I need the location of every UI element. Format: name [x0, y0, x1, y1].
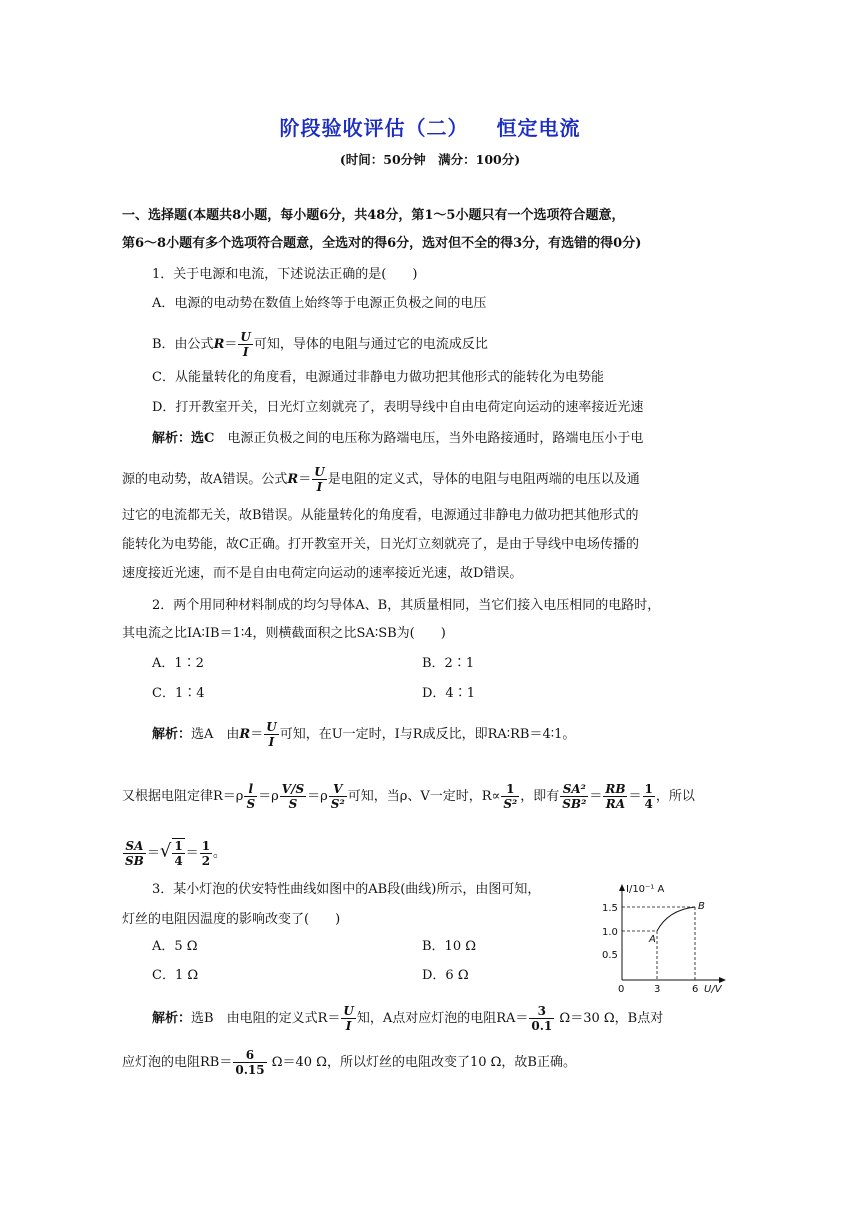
q2-sol2-mid6: ＝	[628, 789, 642, 804]
page-title	[0, 112, 860, 141]
q2-sol3-f1	[123, 839, 146, 868]
sqrt-icon: √	[159, 840, 172, 862]
q3-option-a: A．5 Ω	[152, 939, 198, 954]
y-axis-arrow-icon	[619, 884, 625, 891]
q3-solution-2	[122, 1048, 576, 1077]
q1-stem: 1．关于电源和电流，下述说法正确的是( )	[152, 267, 418, 282]
q1-b-num: U	[240, 330, 251, 344]
q2-sol3-end: 。	[213, 845, 227, 861]
q2-sol2-f7-num: 1	[644, 782, 653, 796]
x-tick-2: 3	[654, 984, 661, 995]
q2-sol2-f1-den: S	[246, 797, 256, 811]
q3-option-b: B．10 Ω	[422, 939, 477, 954]
y-axis-label: I/10⁻¹ A	[626, 884, 665, 895]
q1-solution-4: 能转化为电势能，故C正确。打开教室开关，日光灯立刻就亮了，是由于导线中电场传播的	[122, 537, 639, 552]
q2-sol1-den: I	[268, 735, 275, 749]
q2-sol2-f1-num: l	[244, 782, 257, 797]
q3-sol1-mid: 知，A点对应灯泡的电阻RA＝	[356, 1011, 529, 1026]
q2-sol2-pre: 又根据电阻定律R＝ρ	[122, 789, 244, 804]
q2-sol1-r: R	[239, 727, 251, 742]
q2-sol2-f7-den: 4	[644, 797, 653, 811]
q2-sol1-eq: ＝	[250, 727, 264, 742]
section-intro-1	[122, 206, 624, 226]
q3-sol2-num: 6	[233, 1048, 266, 1063]
iv-curve-figure	[582, 880, 732, 995]
q3-sol2-post: Ω＝40 Ω，所以灯丝的电阻改变了10 Ω，故B正确。	[267, 1055, 576, 1070]
q3-sol2-pre: 应灯泡的电阻RB＝	[122, 1055, 233, 1070]
q2-sol2-f2-den: S	[288, 797, 298, 811]
q2-sol2-f2-num: V/S	[281, 782, 305, 796]
q2-solution-1	[152, 720, 575, 749]
q1-b-r: R	[213, 337, 225, 352]
q3-sol1-den: I	[345, 1019, 352, 1033]
q2-solution-label: 解析：	[152, 727, 192, 742]
x-axis-label: U/V	[704, 984, 722, 995]
section-heading: 一、选择题	[122, 208, 188, 223]
q1-sol2-den: I	[316, 480, 323, 494]
q2-sol3-eq2: ＝	[185, 845, 199, 861]
q2-sol2-post: ，所以	[655, 789, 695, 804]
x-tick-1: 0	[618, 984, 625, 995]
q2-sol2-mid3: 可知，当ρ、V一定时，R∝	[347, 789, 501, 804]
q3-stem-1: 3．某小灯泡的伏安特性曲线如图中的AB段(曲线)所示，由图可知，	[152, 882, 541, 897]
q2-option-c: C．1∶4	[152, 686, 205, 701]
q2-sol2-f3-den: S²	[330, 797, 345, 811]
q2-sol3-f3	[200, 839, 212, 868]
q3-sol1-f2	[529, 1004, 554, 1033]
q2-sol2-mid5: ＝	[589, 789, 603, 804]
q1-sol2-pre: 源的电动势，故A错误。公式	[122, 472, 288, 487]
q3-stem-2: 灯丝的电阻因温度的影响改变了( )	[122, 912, 341, 927]
q3-solution-label: 解析：	[152, 1011, 192, 1026]
q1-sol2-num: U	[314, 465, 325, 479]
y-tick-2: 1.0	[602, 927, 618, 938]
q2-sol2-f3-num: V	[329, 782, 347, 797]
section-intro-2: 第6～8小题有多个选项符合题意，全选对的得6分，选对但不全的得3分，有选错的得0分)	[122, 236, 642, 251]
point-a-label: A	[649, 934, 656, 945]
q1-solution-3: 过它的电流都无关，故B错误。从能量转化的角度看，电源通过非静电力做功把其他形式的	[122, 508, 639, 523]
q2-sol1-pre: 选A 由	[191, 727, 240, 742]
q1-b-fraction	[238, 330, 252, 359]
x-axis-arrow-icon	[719, 977, 726, 983]
q2-sol2-f6	[603, 782, 627, 811]
q3-option-d: D．6 Ω	[422, 968, 469, 983]
q3-sol1-f2-num: 3	[529, 1004, 554, 1019]
q2-sol2-f5-num: SA²	[560, 782, 588, 797]
q1-option-a: A．电源的电动势在数值上始终等于电源正负极之间的电压	[152, 296, 487, 311]
q1-solution-1	[152, 429, 643, 449]
q1-sol2-fraction	[312, 465, 326, 494]
q1-option-c: C．从能量转化的角度看，电源通过非静电力做功把其他形式的能转化为电势能	[152, 370, 604, 385]
q2-sol2-f6-num: RB	[605, 782, 626, 796]
q2-sol2-f3	[329, 782, 347, 811]
q2-sol2-f7	[643, 782, 655, 811]
exam-meta: (时间：50分钟 满分：100分)	[339, 152, 521, 167]
q1-solution-text-1: 电源正负极之间的电压称为路端电压，当外电路接通时，路端电压小于电	[214, 431, 644, 446]
q2-options-row-1	[152, 654, 204, 674]
q2-stem-1: 2．两个用同种材料制成的均匀导体A、B，其质量相同，当它们接入电压相同的电路时，	[152, 598, 661, 613]
q2-sol3-f3-num: 1	[201, 838, 211, 853]
q3-sol1-fraction	[341, 1004, 355, 1033]
q2-sol2-f6-den: RA	[605, 797, 626, 811]
title-right: 恒定电流	[496, 116, 581, 140]
y-tick-3: 0.5	[602, 950, 618, 961]
q3-solution-1	[152, 1004, 663, 1033]
q2-option-d: D．4∶1	[422, 686, 475, 701]
q2-sol2-mid2: ＝ρ	[307, 789, 328, 804]
q2-sol1-num: U	[266, 720, 277, 734]
q2-option-a: A．1∶2	[152, 656, 204, 671]
q3-sol1-pre: 选B 由电阻的定义式R＝	[191, 1011, 341, 1026]
q2-sol3-f1-den: SB	[125, 853, 144, 868]
point-b-label: B	[698, 901, 705, 912]
q3-sol1-num: U	[343, 1004, 354, 1018]
q3-sol2-den: 0.15	[235, 1063, 265, 1077]
q3-option-c: C．1 Ω	[152, 968, 199, 983]
q1-solution-5: 速度接近光速，而不是自由电荷定向运动的速率接近光速，故D错误。	[122, 566, 523, 581]
q2-sol2-f2	[280, 782, 306, 811]
q2-sol2-f5-den: SB²	[562, 797, 587, 811]
q2-sol2-f5	[560, 782, 588, 811]
q1-solution-2	[122, 465, 640, 494]
q2-option-b: B．2∶1	[422, 656, 475, 671]
y-tick-1: 1.5	[602, 903, 618, 914]
q2-sol2-f4-den: S²	[503, 797, 518, 811]
q2-sol1-post: 可知，在U一定时，I与R成反比，即RA∶RB＝4∶1。	[279, 727, 576, 742]
q2-solution-2	[122, 782, 695, 811]
q2-sol2-f4	[501, 782, 519, 811]
title-left: 阶段验收评估（二）	[279, 116, 469, 140]
q2-stem-2: 其电流之比IA∶IB＝1∶4，则横截面积之比SA∶SB为( )	[122, 626, 446, 641]
q1-sol2-eq: ＝	[298, 472, 312, 487]
q1-b-pre: B．由公式	[152, 337, 214, 352]
q2-sol3-f1-num: SA	[123, 839, 146, 854]
q1-sol2-post: 是电阻的定义式，导体的电阻与电阻两端的电压以及通	[327, 472, 640, 487]
x-tick-3: 6	[692, 984, 699, 995]
q2-sol3-f2-den: 4	[174, 854, 183, 868]
q2-sol3-f2-num: 1	[174, 839, 183, 853]
q2-sol1-fraction	[264, 720, 278, 749]
q2-solution-3	[122, 838, 226, 868]
q3-sol1-f2-den: 0.1	[531, 1019, 553, 1033]
iv-curve	[657, 907, 695, 931]
q2-sol2-mid4: ，即有	[520, 789, 560, 804]
q3-sol2-fraction	[233, 1048, 266, 1077]
q1-option-d: D．打开教室开关，日光灯立刻就亮了，表明导线中自由电荷定向运动的速率接近光速	[152, 400, 644, 415]
q1-b-eq: ＝	[224, 337, 238, 352]
q1-option-b	[152, 330, 488, 359]
q3-sol1-post: Ω＝30 Ω，B点对	[555, 1011, 664, 1026]
q2-sol3-f2	[172, 838, 184, 868]
q1-b-den: I	[242, 345, 249, 359]
q1-solution-label: 解析：选C	[152, 431, 215, 446]
q2-sol3-eq: ＝	[146, 845, 160, 861]
q2-sol2-mid1: ＝ρ	[258, 789, 279, 804]
q2-sol2-f1	[244, 782, 257, 811]
section-intro-text-1: (本题共8小题，每小题6分，共48分，第1～5小题只有一个选项符合题意，	[187, 208, 625, 223]
q1-sol2-r: R	[287, 472, 299, 487]
q1-b-post: 可知，导体的电阻与通过它的电流成反比	[253, 337, 488, 352]
q2-sol3-f3-den: 2	[201, 853, 211, 868]
q2-sol2-f4-num: 1	[501, 782, 519, 797]
